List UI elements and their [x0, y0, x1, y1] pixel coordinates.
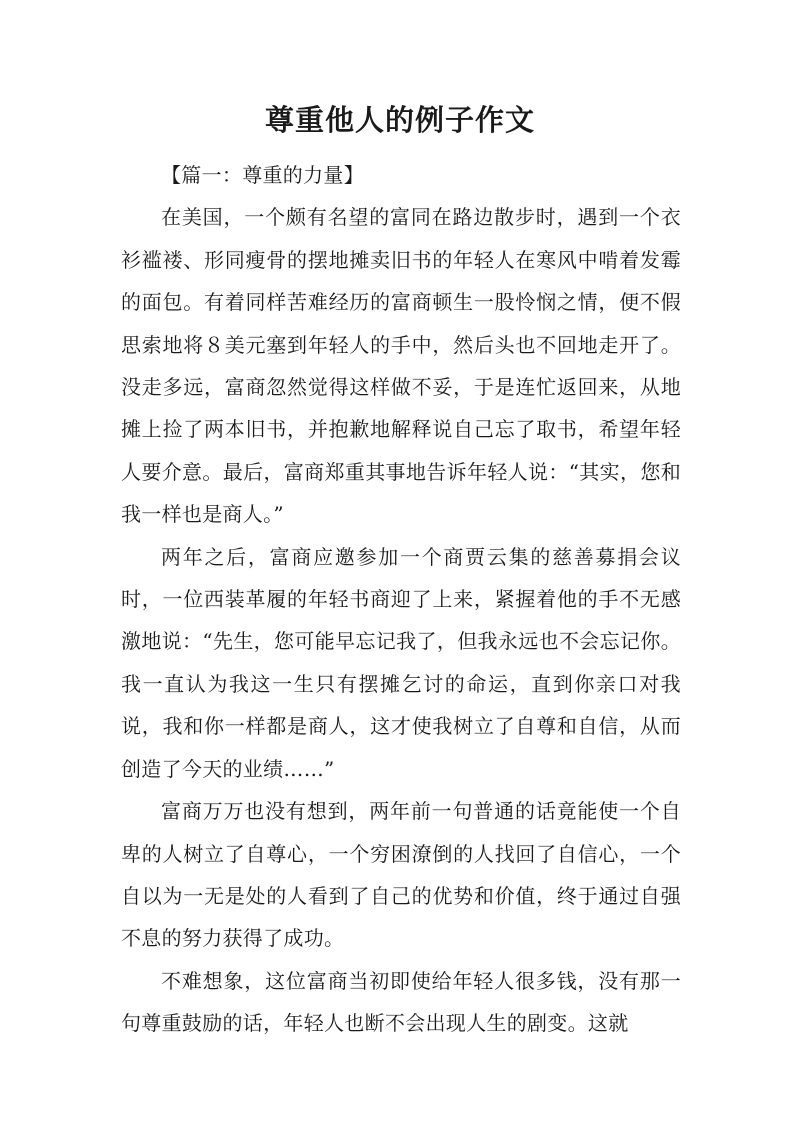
- document-title: 尊重他人的例子作文: [264, 103, 535, 137]
- section-heading: 【篇一：尊重的力量】: [161, 163, 364, 187]
- document-body: [121, 154, 681, 1045]
- paragraph-3: 富商万万也没有想到，两年前一句普通的话竟能使一个自卑的人树立了自尊心，一个穷困潦倒的人找回了自信心，一个自以为一无是处的人看到了自己的优势和价值，终于通过自强不息的努力获得了成功。: [121, 799, 681, 951]
- paragraph-4: 不难想象，这位富商当初即使给年轻人很多钱，没有那一句尊重鼓励的话，年轻人也断不会出现人生的剧变。这就: [121, 968, 681, 1036]
- paragraph-1: 在美国，一个颇有名望的富同在路边散步时，遇到一个衣衫褴褛、形同瘦骨的摆地摊卖旧书的年轻人在寒风中啃着发霉的面包。有着同样苦难经历的富商顿生一股怜悯之情，便不假思索地将８美元塞到年轻人的手中，然后头也不回地走开了。没走多远，富商忽然觉得这样做不妥，于是连忙返回来，从地摊上捡了两本旧书，并抱歉地解释说自己忘了取书，希望年轻人要介意。最后，富商郑重其事地告诉年轻人说：“其实，您和我一样也是商人。”: [121, 205, 681, 527]
- paragraph-2: 两年之后，富商应邀参加一个商贾云集的慈善募捐会议时，一位西装革履的年轻书商迎了上来，紧握着他的手不无感激地说：“先生，您可能早忘记我了，但我永远也不会忘记你。我一直认为我这一生只有摆摊乞讨的命运，直到你亲口对我说，我和你一样都是商人，这才使我树立了自尊和自信，从而创造了今天的业绩……”: [121, 544, 681, 781]
